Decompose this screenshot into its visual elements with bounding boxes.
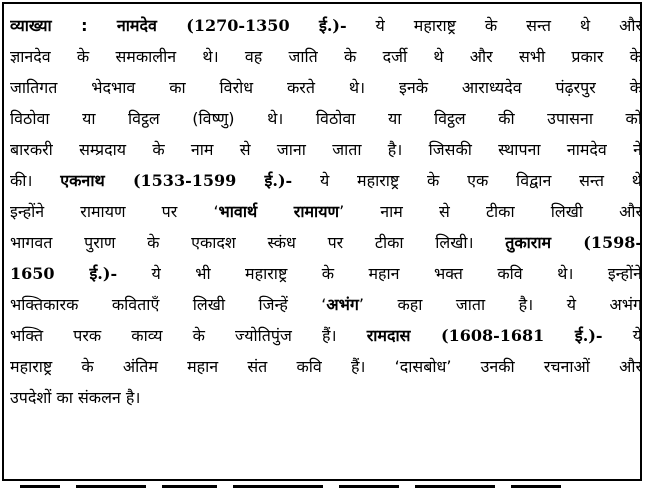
bold-date: 1650 ई.)- xyxy=(10,264,118,283)
cropped-next-line xyxy=(20,485,640,494)
text-line xyxy=(10,382,642,413)
text-line xyxy=(10,351,642,382)
cropped-text-fragment xyxy=(233,485,323,488)
text-segment: भक्ति परक काव्य के ज्योतिपुंज हैं। xyxy=(10,326,367,345)
text-segment: ’ नाम से टीका लिखी और xyxy=(339,202,642,221)
text-line xyxy=(10,196,642,227)
text-line xyxy=(10,10,642,41)
text-segment: ’ कहा जाता है। ये अभंग xyxy=(358,295,642,314)
text-segment: ये xyxy=(602,326,642,345)
bold-date: (1533-1599 ई.)- xyxy=(132,171,293,190)
text-segment: भक्तिकारक कविताएँ लिखी जिन्हें ‘ xyxy=(10,295,327,314)
bold-date: (1608-1681 ई.)- xyxy=(441,326,603,345)
text-line xyxy=(10,72,642,103)
bold-date: (1270-1350 ई.)- xyxy=(186,16,347,35)
bold-term: एकनाथ xyxy=(60,171,133,190)
cropped-text-fragment xyxy=(76,485,146,488)
text-line xyxy=(10,103,642,134)
bold-term: भावार्थ रामायण xyxy=(218,202,340,221)
text-line xyxy=(10,165,642,196)
cropped-text-fragment xyxy=(415,485,495,488)
cropped-text-fragment xyxy=(162,485,217,488)
cropped-text-fragment xyxy=(20,485,60,488)
text-line xyxy=(10,41,642,72)
bold-term: अभंग xyxy=(326,295,359,314)
text-segment: ये भी महाराष्ट्र के महान भक्त कवि थे। इन्होंने xyxy=(117,264,642,283)
text-segment: इन्होंने रामायण पर ‘ xyxy=(10,202,219,221)
text-segment: विठोवा या विट्ठल (विष्णु) थे। विठोवा या विट्ठल की उपासना को xyxy=(10,109,642,128)
bold-date: (1598- xyxy=(583,233,642,252)
text-segment: जातिगत भेदभाव का विरोध करते थे। इनके आराध्यदेव पंढ़रपुर के xyxy=(10,78,642,97)
text-segment: उपदेशों का संकलन है। xyxy=(10,388,141,407)
bold-term: व्याख्या : नामदेव xyxy=(10,16,187,35)
text-segment: ज्ञानदेव के समकालीन थे। वह जाति के दर्जी थे और सभी प्रकार के xyxy=(10,47,642,66)
bold-term: तुकाराम xyxy=(505,233,584,252)
text-line xyxy=(10,320,642,351)
text-line xyxy=(10,289,642,320)
text-segment: की। xyxy=(10,171,61,190)
text-segment: ये महाराष्ट्र के एक विद्वान सन्त थे xyxy=(292,171,642,190)
cropped-text-fragment xyxy=(511,485,561,488)
text-segment: ये महाराष्ट्र के सन्त थे और xyxy=(346,16,642,35)
text-segment: महाराष्ट्र के अंतिम महान संत कवि हैं। ‘दासबोध’ उनकी रचनाओं और xyxy=(10,357,642,376)
bold-term: रामदास xyxy=(366,326,442,345)
text-line xyxy=(10,227,642,258)
text-line xyxy=(10,258,642,289)
text-segment: भागवत पुराण के एकादश स्कंध पर टीका लिखी। xyxy=(10,233,506,252)
text-line xyxy=(10,134,642,165)
cropped-text-fragment xyxy=(339,485,399,488)
text-segment: बारकरी सम्प्रदाय के नाम से जाना जाता है। जिसकी स्थापना नामदेव ने xyxy=(10,140,642,159)
paragraph xyxy=(10,10,642,413)
